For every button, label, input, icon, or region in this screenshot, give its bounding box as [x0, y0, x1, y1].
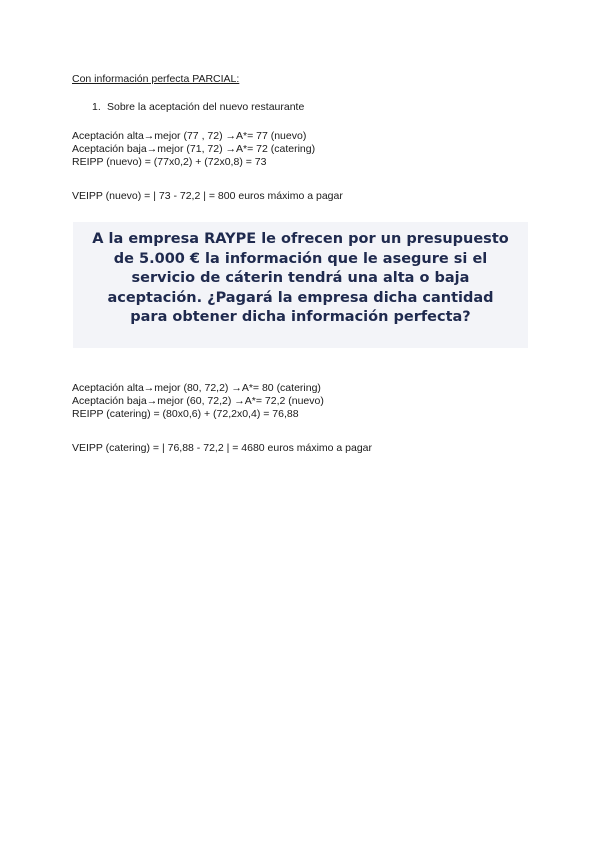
veipp-result-catering — [72, 442, 372, 455]
calculation-block-catering — [72, 382, 324, 422]
veipp-result-nuevo — [72, 190, 343, 203]
list-item — [92, 101, 304, 113]
list-item-text: Sobre la aceptación del nuevo restaurante — [107, 101, 305, 113]
calc-line: Aceptación alta→mejor (77 , 72) →A*= 77 (nuevo) — [72, 130, 307, 142]
calc-line: Aceptación baja→mejor (71, 72) →A*= 72 (catering) — [72, 143, 316, 156]
veipp-line: VEIPP (catering) = | 76,88 - 72,2 | = 4680 euros máximo a pagar — [72, 442, 373, 454]
calc-line: Aceptación alta→mejor (80, 72,2) →A*= 80 (catering) — [72, 382, 321, 394]
numbered-list — [92, 101, 304, 113]
calc-line: Aceptación baja→mejor (60, 72,2) →A*= 72,2 (nuevo) — [72, 395, 324, 408]
section-heading: Con información perfecta PARCIAL: — [72, 73, 240, 85]
calc-line: REIPP (catering) = (80x0,6) + (72,2x0,4) = 76,88 — [72, 408, 299, 421]
question-callout — [73, 222, 528, 348]
veipp-line: VEIPP (nuevo) = | 73 - 72,2 | = 800 euros máximo a pagar — [72, 190, 343, 202]
calculation-block-nuevo — [72, 130, 315, 170]
calc-line: REIPP (nuevo) = (77x0,2) + (72x0,8) = 73 — [72, 156, 267, 169]
callout-text: A la empresa RAYPE le ofrecen por un presupuesto de 5.000 € la información que le asegure si el servicio de cáterin tendrá una alta o baja aceptación. ¿Pagará la empresa dicha cantidad para obtener dicha información perfecta? — [92, 231, 509, 326]
list-number: 1. — [92, 101, 101, 113]
